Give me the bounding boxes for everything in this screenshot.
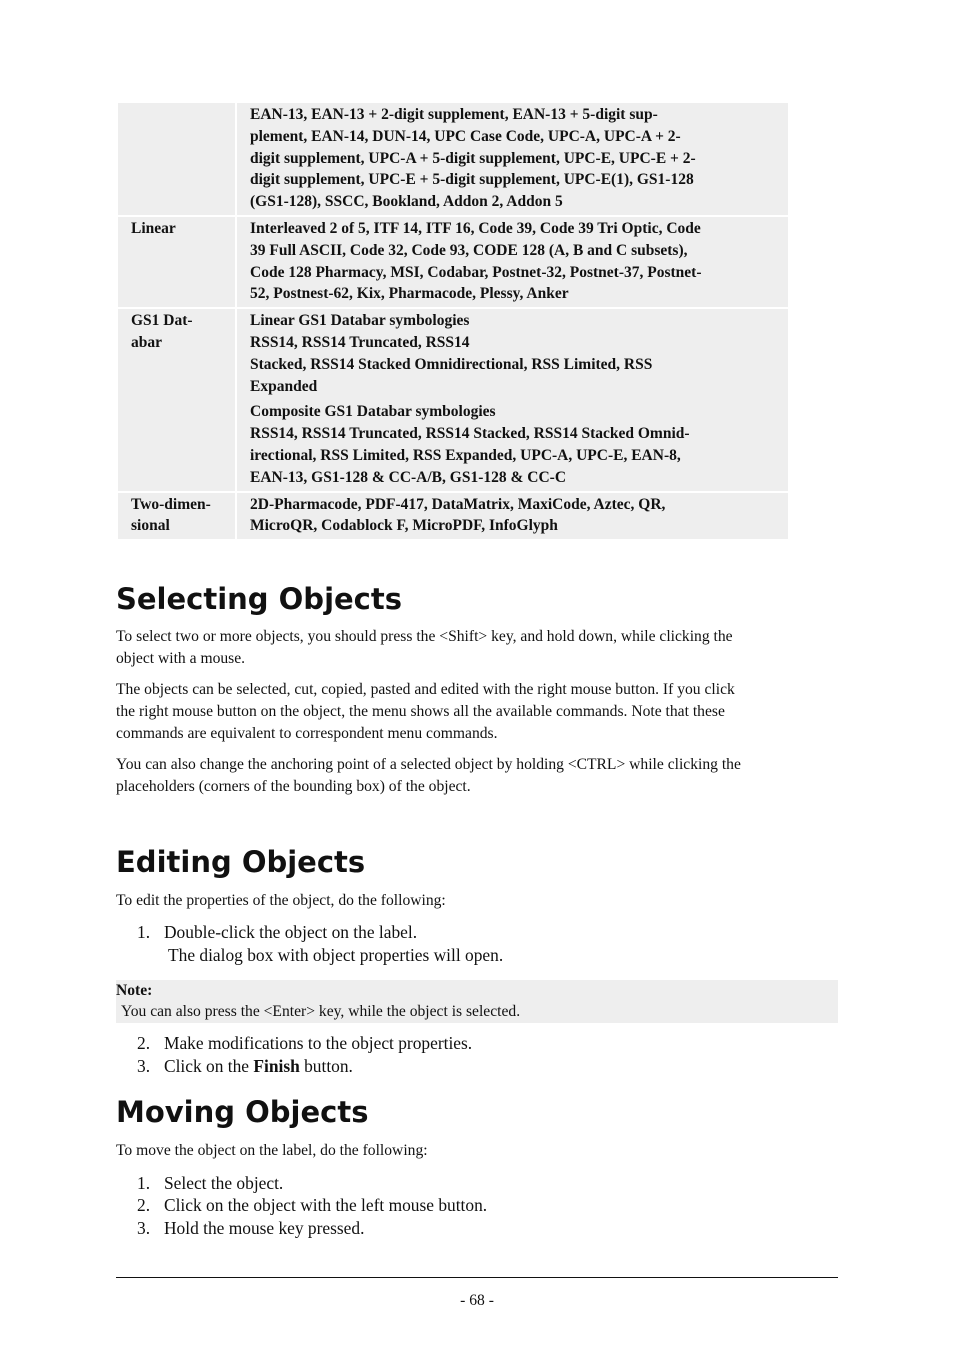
- list-item: [137, 1055, 353, 1078]
- note-box: [116, 980, 838, 1023]
- table-row: [118, 217, 788, 307]
- step-number: 2.: [137, 1195, 151, 1215]
- list-item: [137, 1172, 283, 1195]
- selecting-paragraph-3: You can also change the anchoring point of a selected object by holding <CTRL> while clicking the placeholders (corners of the bounding box) of the object.: [116, 756, 741, 795]
- selecting-paragraph-2: The objects can be selected, cut, copied, pasted and edited with the right mouse button. If you click the right mouse button on the object, the menu shows all the available commands. Note that these commands are equivalent to correspondent menu commands.: [116, 681, 735, 742]
- category-cell: [118, 103, 235, 215]
- category-cell: GS1 Dat- abar: [118, 309, 235, 490]
- symbologies-text: Interleaved 2 of 5, ITF 14, ITF 16, Code 39, Code 39 Tri Optic, Code 39 Full ASCII, Code 32, Code 93, CODE 128 (A, B and C subsets), Code 128 Pharmacy, MSI, Codabar, Postnet-32, Postnet-37, Postnet- 52, Postnest-62, Kix, Pharmacode, Plessy, Anker: [250, 219, 702, 303]
- step-text: Click on the object with the left mouse button.: [164, 1195, 488, 1215]
- selecting-paragraph-1: To select two or more objects, you should press the <Shift> key, and hold down, while clicking the object with a mouse.: [116, 628, 733, 667]
- editing-objects-heading: Editing Objects: [116, 845, 366, 879]
- selecting-objects-heading: Selecting Objects: [116, 582, 402, 616]
- note-body: You can also press the <Enter> key, while the object is selected.: [121, 1003, 521, 1020]
- symbologies-text: EAN-13, EAN-13 + 2-digit supplement, EAN-13 + 5-digit sup- plement, EAN-14, DUN-14, UPC Case Code, UPC-A, UPC-A + 2- digit supplement, UPC-A + 5-digit supplement, UPC-E, UPC-E + 2- digit supplement, UPC-E + 5-digit supplement, UPC-E(1), GS1-128 (GS1-128), SSCC, Bookland, Addon 2, Addon 5: [250, 106, 696, 211]
- list-item: [137, 1032, 472, 1055]
- editing-intro: To edit the properties of the object, do the following:: [116, 892, 446, 909]
- table-row: [118, 103, 788, 215]
- symbologies-cell: [237, 493, 788, 540]
- step-text: Make modifications to the object properties.: [164, 1033, 473, 1053]
- symbology-table: [116, 101, 790, 541]
- step-text-prefix: Click on the: [164, 1056, 254, 1076]
- footer-divider: [116, 1277, 838, 1278]
- step-number: 1.: [137, 1173, 151, 1193]
- moving-intro: To move the object on the label, do the following:: [116, 1142, 428, 1159]
- moving-objects-heading: Moving Objects: [116, 1095, 369, 1129]
- table-row: [118, 309, 788, 490]
- step-text: Hold the mouse key pressed.: [164, 1218, 365, 1238]
- step-number: 1.: [137, 922, 151, 942]
- step-text-suffix: button.: [299, 1056, 353, 1076]
- step-number: 3.: [137, 1218, 151, 1238]
- note-title: Note:: [116, 982, 153, 999]
- page-number: - 68 -: [460, 1292, 494, 1309]
- list-item: [137, 1217, 364, 1240]
- table-row: [118, 493, 788, 540]
- step-text: Double-click the object on the label.: [164, 922, 418, 942]
- step-text: Select the object.: [164, 1173, 284, 1193]
- category-cell: Two-dimen- sional: [118, 493, 235, 540]
- finish-button-reference: Finish: [253, 1056, 300, 1076]
- list-item: [137, 1194, 487, 1217]
- step-result-text: The dialog box with object properties will open.: [168, 945, 504, 965]
- symbologies-cell: [237, 217, 788, 307]
- step-number: 2.: [137, 1033, 151, 1053]
- symbologies-text: 2D-Pharmacode, PDF-417, DataMatrix, MaxiCode, Aztec, QR, MicroQR, Codablock F, MicroPDF, InfoGlyph: [250, 495, 666, 535]
- step-number: 3.: [137, 1056, 151, 1076]
- symbologies-text: Linear GS1 Databar symbologies RSS14, RSS14 Truncated, RSS14 Stacked, RSS14 Stacked Omnidirectional, RSS Limited, RSS Expanded: [250, 312, 653, 395]
- symbologies-cell: [237, 309, 788, 490]
- category-cell: Linear: [118, 217, 235, 307]
- list-item: [137, 921, 503, 967]
- symbologies-cell: [237, 103, 788, 215]
- symbologies-text: Composite GS1 Databar symbologies RSS14, RSS14 Truncated, RSS14 Stacked, RSS14 Stacked Omnid- irectional, RSS Limited, RSS Expanded, UPC-A, UPC-E, EAN-8, EAN-13, GS1-128 & CC-A/B, GS1-128 & CC-C: [250, 403, 690, 486]
